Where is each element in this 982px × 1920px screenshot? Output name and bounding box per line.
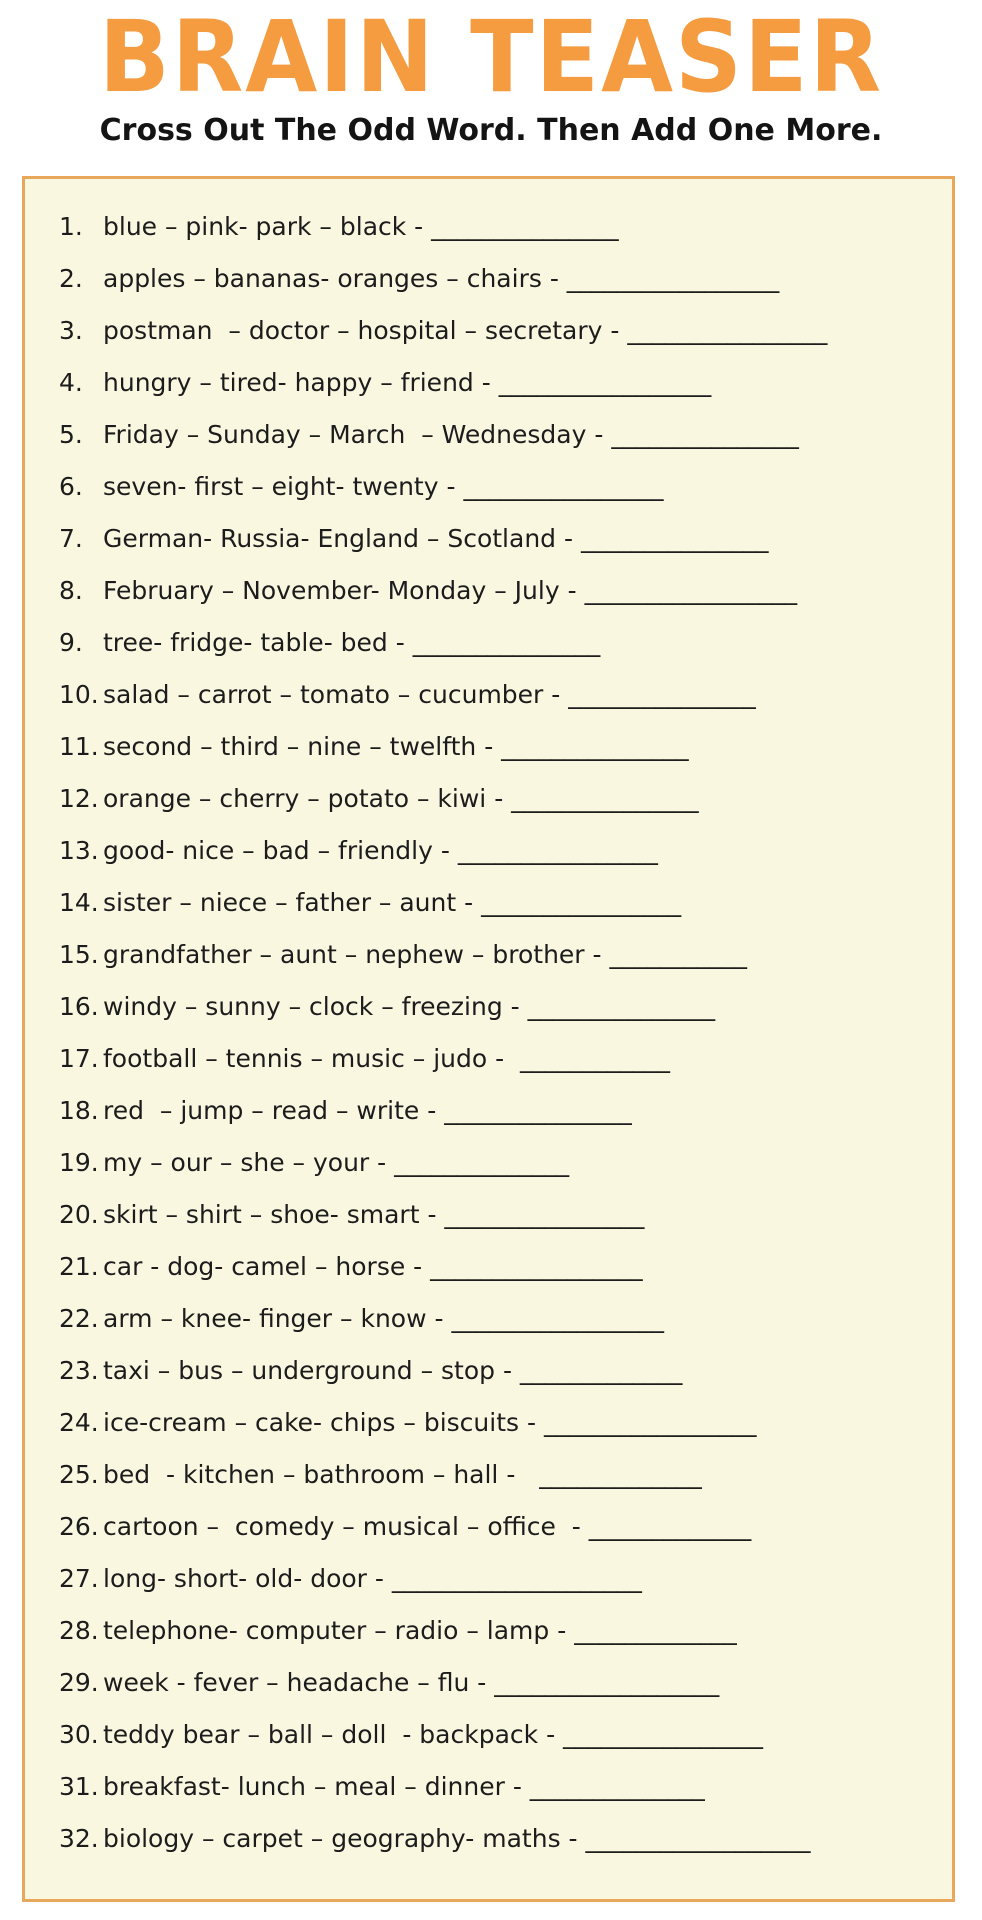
list-item	[59, 1605, 942, 1657]
answer-blank: ________________	[444, 1200, 645, 1229]
list-item	[59, 1189, 942, 1241]
answer-blank: _________________	[498, 368, 712, 397]
page-title: BRAIN TEASER	[98, 0, 884, 115]
item-words: second – third – nine – twelfth -	[103, 732, 502, 761]
item-number: 10.	[59, 680, 99, 709]
answer-blank: ________________	[563, 1720, 764, 1749]
list-item	[59, 201, 942, 253]
item-number: 4.	[59, 368, 83, 397]
list-item	[59, 1345, 942, 1397]
item-number: 17.	[59, 1044, 99, 1073]
item-words: cartoon – comedy – musical – office -	[103, 1512, 589, 1541]
answer-blank: ____________________	[391, 1564, 642, 1593]
item-number: 2.	[59, 264, 83, 293]
answer-blank: ________________	[457, 836, 658, 865]
list-item	[59, 1709, 942, 1761]
item-number: 32.	[59, 1824, 99, 1853]
item-number: 14.	[59, 888, 99, 917]
item-words: football – tennis – music – judo -	[103, 1044, 521, 1073]
item-words: grandfather – aunt – nephew – brother -	[103, 940, 610, 969]
list-item	[59, 513, 942, 565]
item-number: 12.	[59, 784, 99, 813]
item-words: German- Russia- England – Scotland -	[103, 524, 581, 553]
answer-blank: _________________	[430, 1252, 643, 1281]
item-words: ice-cream – cake- chips – biscuits -	[103, 1408, 544, 1437]
list-item	[59, 877, 942, 929]
list-item	[59, 1137, 942, 1189]
item-number: 11.	[59, 732, 99, 761]
list-item	[59, 253, 942, 305]
item-number: 13.	[59, 836, 99, 865]
answer-blank: _______________	[412, 628, 601, 657]
answer-blank: _____________	[539, 1460, 702, 1489]
item-number: 28.	[59, 1616, 99, 1645]
list-item	[59, 929, 942, 981]
item-words: week - fever – headache – flu -	[103, 1668, 495, 1697]
list-item	[59, 1293, 942, 1345]
item-number: 23.	[59, 1356, 99, 1385]
list-item	[59, 1501, 942, 1553]
item-words: skirt – shirt – shoe- smart -	[103, 1200, 445, 1229]
item-number: 7.	[59, 524, 83, 553]
item-words: postman – doctor – hospital – secretary -	[103, 316, 628, 345]
answer-blank: _________________	[584, 576, 798, 605]
item-number: 25.	[59, 1460, 99, 1489]
list-item	[59, 357, 942, 409]
answer-blank: ________________	[481, 888, 682, 917]
answer-blank: ________________	[463, 472, 664, 501]
item-number: 9.	[59, 628, 83, 657]
answer-blank: ___________	[609, 940, 747, 969]
worksheet-header	[0, 0, 982, 148]
item-words: apples – bananas- oranges – chairs -	[103, 264, 567, 293]
list-item	[59, 1397, 942, 1449]
list-item	[59, 669, 942, 721]
item-words: bed - kitchen – bathroom – hall -	[103, 1460, 540, 1489]
list-item	[59, 773, 942, 825]
item-words: car - dog- camel – horse -	[103, 1252, 431, 1281]
list-item	[59, 1657, 942, 1709]
answer-blank: _______________	[431, 212, 619, 241]
answer-blank: _______________	[580, 524, 769, 553]
answer-blank: _______________	[568, 680, 756, 709]
item-words: breakfast- lunch – meal – dinner -	[103, 1772, 530, 1801]
item-words: taxi – bus – underground – stop -	[103, 1356, 520, 1385]
item-words: blue – pink- park – black -	[103, 212, 432, 241]
answer-blank: ______________	[394, 1148, 570, 1177]
item-words: my – our – she – your -	[103, 1148, 395, 1177]
answer-blank: __________________	[585, 1824, 811, 1853]
list-item	[59, 981, 942, 1033]
item-number: 29.	[59, 1668, 99, 1697]
item-words: February – November- Monday – July -	[103, 576, 585, 605]
item-number: 1.	[59, 212, 83, 241]
item-words: Friday – Sunday – March – Wednesday -	[103, 420, 612, 449]
list-item	[59, 1033, 942, 1085]
answer-blank: _______________	[611, 420, 799, 449]
list-item	[59, 1449, 942, 1501]
list-item	[59, 461, 942, 513]
answer-blank: _______________	[511, 784, 699, 813]
item-words: hungry – tired- happy – friend -	[103, 368, 499, 397]
item-number: 16.	[59, 992, 99, 1021]
page-subtitle: Cross Out The Odd Word. Then Add One More.	[99, 113, 883, 148]
item-number: 30.	[59, 1720, 99, 1749]
list-item	[59, 1241, 942, 1293]
item-number: 19.	[59, 1148, 99, 1177]
list-item	[59, 1085, 942, 1137]
answer-blank: _______________	[527, 992, 716, 1021]
item-words: biology – carpet – geography- maths -	[103, 1824, 586, 1853]
list-item	[59, 565, 942, 617]
item-words: orange – cherry – potato – kiwi -	[103, 784, 512, 813]
list-item	[59, 825, 942, 877]
list-item	[59, 721, 942, 773]
worksheet-box	[22, 176, 955, 1902]
item-number: 26.	[59, 1512, 99, 1541]
answer-blank: _____________	[574, 1616, 737, 1645]
item-words: arm – knee- finger – know -	[103, 1304, 452, 1333]
list-item	[59, 617, 942, 669]
list-item	[59, 1761, 942, 1813]
answer-blank: _____________	[588, 1512, 752, 1541]
item-number: 3.	[59, 316, 83, 345]
item-words: long- short- old- door -	[103, 1564, 392, 1593]
item-number: 31.	[59, 1772, 99, 1801]
item-number: 24.	[59, 1408, 99, 1437]
item-words: windy – sunny – clock – freezing -	[103, 992, 528, 1021]
item-words: salad – carrot – tomato – cucumber -	[103, 680, 569, 709]
list-item	[59, 1813, 942, 1865]
item-words: red – jump – read – write -	[103, 1096, 445, 1125]
list-item	[59, 1553, 942, 1605]
answer-blank: _________________	[566, 264, 780, 293]
item-words: tree- fridge- table- bed -	[103, 628, 413, 657]
item-number: 18.	[59, 1096, 99, 1125]
list-item	[59, 305, 942, 357]
item-words: seven- first – eight- twenty -	[103, 472, 464, 501]
answer-blank: _________________	[451, 1304, 664, 1333]
answer-blank: _______________	[501, 732, 689, 761]
worksheet-list	[59, 201, 942, 1865]
item-number: 5.	[59, 420, 83, 449]
list-item	[59, 409, 942, 461]
item-number: 21.	[59, 1252, 99, 1281]
answer-blank: ______________	[529, 1772, 705, 1801]
item-number: 6.	[59, 472, 83, 501]
item-number: 27.	[59, 1564, 99, 1593]
item-words: teddy bear – ball – doll - backpack -	[103, 1720, 564, 1749]
answer-blank: _____________	[519, 1356, 683, 1385]
answer-blank: __________________	[494, 1668, 720, 1697]
answer-blank: _________________	[543, 1408, 757, 1437]
answer-blank: ________________	[627, 316, 828, 345]
item-words: sister – niece – father – aunt -	[103, 888, 482, 917]
item-number: 22.	[59, 1304, 99, 1333]
answer-blank: _______________	[444, 1096, 632, 1125]
item-words: good- nice – bad – friendly -	[103, 836, 458, 865]
item-words: telephone- computer – radio – lamp -	[103, 1616, 575, 1645]
item-number: 15.	[59, 940, 99, 969]
item-number: 8.	[59, 576, 83, 605]
answer-blank: ____________	[520, 1044, 671, 1073]
item-number: 20.	[59, 1200, 99, 1229]
